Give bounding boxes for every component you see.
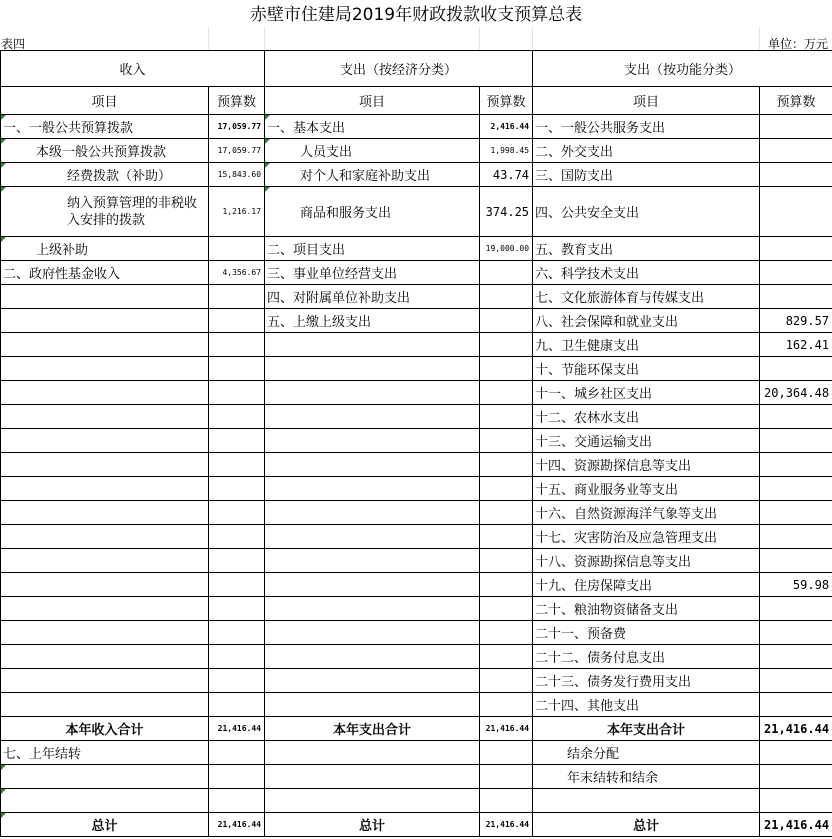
table-cell[interactable]: 十、节能环保支出	[533, 357, 760, 381]
table-row	[1, 381, 832, 405]
table-cell[interactable]	[1, 525, 209, 549]
table-cell[interactable]: 九、卫生健康支出	[533, 333, 760, 357]
header-item[interactable]: 项目	[533, 87, 760, 115]
table-cell[interactable]: 十一、城乡社区支出	[533, 381, 760, 405]
table-row	[1, 765, 832, 789]
table-cell[interactable]: 人员支出	[265, 139, 480, 163]
table-cell[interactable]	[209, 549, 265, 573]
table-cell[interactable]	[209, 573, 265, 597]
table-row	[1, 453, 832, 477]
table-cell[interactable]: 总计	[265, 813, 480, 837]
table-cell[interactable]: 七、上年结转	[1, 741, 209, 765]
table-cell[interactable]: 十二、农林水支出	[533, 405, 760, 429]
table-cell[interactable]: 七、文化旅游体育与传媒支出	[533, 285, 760, 309]
table-cell[interactable]	[209, 381, 265, 405]
budget-table	[0, 50, 832, 837]
table-cell[interactable]	[480, 309, 533, 333]
table-cell[interactable]	[209, 669, 265, 693]
table-cell[interactable]: 162.41	[760, 333, 832, 357]
table-cell[interactable]: 二十二、债务付息支出	[533, 645, 760, 669]
table-row	[1, 285, 832, 309]
table-cell[interactable]: 二、政府性基金收入	[1, 261, 209, 285]
table-cell[interactable]	[480, 741, 533, 765]
table-cell[interactable]	[209, 789, 265, 813]
table-cell[interactable]	[480, 621, 533, 645]
table-row	[1, 333, 832, 357]
table-cell[interactable]: 21,416.44	[480, 813, 533, 837]
table-cell[interactable]: 四、公共安全支出	[533, 187, 760, 237]
table-cell[interactable]	[760, 261, 832, 285]
table-row	[1, 573, 832, 597]
table-row	[1, 813, 832, 837]
table-cell[interactable]	[480, 645, 533, 669]
table-cell[interactable]	[1, 621, 209, 645]
table-cell[interactable]	[209, 525, 265, 549]
table-row	[1, 309, 832, 333]
table-cell[interactable]	[265, 765, 480, 789]
table-cell[interactable]: 1,998.45	[480, 139, 533, 163]
table-cell[interactable]: 17,059.77	[209, 139, 265, 163]
table-cell[interactable]	[209, 693, 265, 717]
table-cell[interactable]	[480, 429, 533, 453]
table-cell[interactable]: 五、教育支出	[533, 237, 760, 261]
table-cell[interactable]: 二十、粮油物资储备支出	[533, 597, 760, 621]
table-cell[interactable]	[265, 405, 480, 429]
table-row	[1, 525, 832, 549]
table-cell[interactable]: 21,416.44	[760, 813, 832, 837]
table-row	[1, 139, 832, 163]
table-cell[interactable]: 21,416.44	[209, 717, 265, 741]
table-cell[interactable]	[209, 333, 265, 357]
table-cell[interactable]	[760, 669, 832, 693]
table-cell[interactable]	[1, 453, 209, 477]
table-cell[interactable]: 2,416.44	[480, 115, 533, 139]
table-cell[interactable]	[760, 429, 832, 453]
table-cell[interactable]	[1, 333, 209, 357]
table-cell[interactable]	[1, 765, 209, 789]
table-cell[interactable]: 15,843.60	[209, 163, 265, 187]
table-cell[interactable]	[760, 765, 832, 789]
table-cell[interactable]	[480, 669, 533, 693]
table-cell[interactable]	[760, 525, 832, 549]
table-cell[interactable]	[209, 405, 265, 429]
table-body	[1, 115, 832, 837]
table-cell[interactable]	[265, 597, 480, 621]
table-cell[interactable]	[265, 549, 480, 573]
table-cell[interactable]	[209, 477, 265, 501]
grid-line	[208, 27, 209, 50]
table-cell[interactable]	[760, 741, 832, 765]
table-cell[interactable]	[209, 453, 265, 477]
table-cell[interactable]	[209, 741, 265, 765]
table-cell[interactable]: 十八、资源勘探信息等支出	[533, 549, 760, 573]
table-cell[interactable]	[480, 381, 533, 405]
table-cell[interactable]	[480, 405, 533, 429]
table-cell[interactable]	[480, 597, 533, 621]
table-row	[1, 501, 832, 525]
grid-line	[479, 27, 480, 50]
table-cell[interactable]	[1, 597, 209, 621]
table-cell[interactable]	[1, 789, 209, 813]
table-cell[interactable]	[265, 357, 480, 381]
table-cell[interactable]	[760, 477, 832, 501]
table-cell[interactable]: 17,059.77	[209, 115, 265, 139]
table-cell[interactable]: 十九、住房保障支出	[533, 573, 760, 597]
table-cell[interactable]: 21,416.44	[760, 717, 832, 741]
table-row	[1, 549, 832, 573]
table-cell[interactable]: 二十四、其他支出	[533, 693, 760, 717]
header-exp-econ[interactable]: 支出（按经济分类）	[265, 51, 533, 87]
table-cell[interactable]: 本年支出合计	[265, 717, 480, 741]
table-cell[interactable]	[760, 621, 832, 645]
table-cell[interactable]	[760, 115, 832, 139]
table-cell[interactable]	[1, 429, 209, 453]
header-item[interactable]: 项目	[265, 87, 480, 115]
table-cell[interactable]	[265, 573, 480, 597]
table-cell[interactable]	[1, 549, 209, 573]
table-cell[interactable]: 十四、资源勘探信息等支出	[533, 453, 760, 477]
table-cell[interactable]	[533, 789, 760, 813]
table-cell[interactable]: 本级一般公共预算拨款	[1, 139, 209, 163]
table-cell[interactable]: 十三、交通运输支出	[533, 429, 760, 453]
table-row	[1, 115, 832, 139]
header-row-columns	[1, 87, 832, 115]
table-row	[1, 429, 832, 453]
table-cell[interactable]	[480, 285, 533, 309]
table-cell[interactable]: 总计	[1, 813, 209, 837]
grid-line	[532, 27, 533, 50]
table-cell[interactable]: 21,416.44	[480, 717, 533, 741]
table-cell[interactable]	[760, 237, 832, 261]
table-row	[1, 237, 832, 261]
table-cell[interactable]: 829.57	[760, 309, 832, 333]
table-cell[interactable]	[1, 285, 209, 309]
table-row	[1, 717, 832, 741]
table-cell[interactable]	[265, 621, 480, 645]
table-cell[interactable]	[1, 405, 209, 429]
table-cell[interactable]	[760, 789, 832, 813]
table-cell[interactable]	[265, 333, 480, 357]
unit-label: 单位：万元	[767, 37, 828, 51]
header-exp-func[interactable]: 支出（按功能分类）	[533, 51, 832, 87]
table-cell[interactable]: 374.25	[480, 187, 533, 237]
table-cell[interactable]: 二、外交支出	[533, 139, 760, 163]
grid-line	[264, 27, 265, 50]
table-cell[interactable]: 本年收入合计	[1, 717, 209, 741]
table-cell[interactable]	[1, 309, 209, 333]
table-row	[1, 261, 832, 285]
table-row	[1, 405, 832, 429]
table-cell[interactable]	[265, 645, 480, 669]
table-cell[interactable]: 四、对附属单位补助支出	[265, 285, 480, 309]
table-cell[interactable]	[209, 501, 265, 525]
table-cell[interactable]	[1, 645, 209, 669]
table-cell[interactable]: 总计	[533, 813, 760, 837]
table-cell[interactable]: 三、事业单位经营支出	[265, 261, 480, 285]
table-cell[interactable]: 年末结转和结余	[533, 765, 760, 789]
table-cell[interactable]	[209, 429, 265, 453]
table-cell[interactable]	[209, 597, 265, 621]
table-row	[1, 163, 832, 187]
table-cell[interactable]: 二十一、预备费	[533, 621, 760, 645]
header-item[interactable]: 项目	[1, 87, 209, 115]
table-cell[interactable]: 4,356.67	[209, 261, 265, 285]
table-cell[interactable]	[480, 357, 533, 381]
table-cell[interactable]	[480, 333, 533, 357]
table-row	[1, 621, 832, 645]
table-cell[interactable]: 20,364.48	[760, 381, 832, 405]
table-cell[interactable]: 19,000.00	[480, 237, 533, 261]
table-cell[interactable]: 三、国防支出	[533, 163, 760, 187]
table-cell[interactable]	[209, 285, 265, 309]
table-cell[interactable]	[760, 163, 832, 187]
table-cell[interactable]: 一、基本支出	[265, 115, 480, 139]
table-cell[interactable]	[480, 789, 533, 813]
table-cell[interactable]: 二十三、债务发行费用支出	[533, 669, 760, 693]
table-cell[interactable]: 六、科学技术支出	[533, 261, 760, 285]
table-cell[interactable]: 五、上缴上级支出	[265, 309, 480, 333]
table-cell[interactable]	[480, 453, 533, 477]
table-cell[interactable]: 43.74	[480, 163, 533, 187]
table-row	[1, 741, 832, 765]
table-row	[1, 357, 832, 381]
table-cell[interactable]	[760, 501, 832, 525]
table-cell[interactable]: 二、项目支出	[265, 237, 480, 261]
table-cell[interactable]	[209, 621, 265, 645]
table-cell[interactable]	[760, 597, 832, 621]
table-cell[interactable]	[480, 549, 533, 573]
table-cell[interactable]	[1, 477, 209, 501]
table-cell[interactable]: 上级补助	[1, 237, 209, 261]
table-row	[1, 597, 832, 621]
table-cell[interactable]	[1, 357, 209, 381]
table-cell[interactable]	[265, 381, 480, 405]
table-cell[interactable]	[480, 525, 533, 549]
table-cell[interactable]	[209, 357, 265, 381]
table-cell[interactable]	[265, 693, 480, 717]
table-cell[interactable]	[265, 501, 480, 525]
table-cell[interactable]: 纳入预算管理的非税收入安排的拨款	[1, 187, 209, 237]
table-cell[interactable]	[760, 693, 832, 717]
table-cell[interactable]: 结余分配	[533, 741, 760, 765]
table-cell[interactable]	[760, 453, 832, 477]
table-cell[interactable]	[1, 669, 209, 693]
table-cell[interactable]: 一、一般公共预算拨款	[1, 115, 209, 139]
table-row	[1, 693, 832, 717]
header-budget[interactable]: 预算数	[480, 87, 533, 115]
table-cell[interactable]	[760, 187, 832, 237]
table-cell[interactable]: 十五、商业服务业等支出	[533, 477, 760, 501]
table-cell[interactable]	[760, 285, 832, 309]
header-budget[interactable]: 预算数	[209, 87, 265, 115]
table-cell[interactable]	[265, 429, 480, 453]
table-cell[interactable]: 一、一般公共服务支出	[533, 115, 760, 139]
table-cell[interactable]	[480, 765, 533, 789]
table-cell[interactable]	[1, 573, 209, 597]
table-cell[interactable]	[760, 357, 832, 381]
table-cell[interactable]	[1, 381, 209, 405]
table-cell[interactable]	[760, 645, 832, 669]
table-cell[interactable]: 八、社会保障和就业支出	[533, 309, 760, 333]
table-cell[interactable]	[760, 139, 832, 163]
table-cell[interactable]	[1, 693, 209, 717]
table-cell[interactable]	[209, 237, 265, 261]
table-cell[interactable]	[265, 789, 480, 813]
table-number: 表四	[1, 37, 26, 51]
table-cell[interactable]	[760, 549, 832, 573]
table-cell[interactable]: 59.98	[760, 573, 832, 597]
table-cell[interactable]: 本年支出合计	[533, 717, 760, 741]
table-cell[interactable]	[265, 477, 480, 501]
table-cell[interactable]: 经费拨款（补助）	[1, 163, 209, 187]
sheet-title: 赤壁市住建局2019年财政拨款收支预算总表	[249, 5, 583, 25]
table-cell[interactable]: 十六、自然资源海洋气象等支出	[533, 501, 760, 525]
table-cell[interactable]	[265, 453, 480, 477]
header-income[interactable]: 收入	[1, 51, 265, 87]
table-cell[interactable]: 1,216.17	[209, 187, 265, 237]
table-cell[interactable]: 十七、灾害防治及应急管理支出	[533, 525, 760, 549]
table-cell[interactable]	[209, 765, 265, 789]
table-row	[1, 645, 832, 669]
table-row	[1, 187, 832, 237]
table-cell[interactable]: 商品和服务支出	[265, 187, 480, 237]
table-cell[interactable]	[265, 669, 480, 693]
header-row-groups	[1, 51, 832, 87]
table-row	[1, 669, 832, 693]
table-row	[1, 789, 832, 813]
table-cell[interactable]	[265, 525, 480, 549]
table-cell[interactable]	[480, 573, 533, 597]
table-cell[interactable]	[209, 309, 265, 333]
table-cell[interactable]: 21,416.44	[209, 813, 265, 837]
table-cell[interactable]	[209, 645, 265, 669]
table-row	[1, 477, 832, 501]
table-cell[interactable]	[760, 405, 832, 429]
table-cell[interactable]	[480, 501, 533, 525]
table-cell[interactable]	[480, 693, 533, 717]
table-cell[interactable]: 对个人和家庭补助支出	[265, 163, 480, 187]
table-cell[interactable]	[265, 741, 480, 765]
table-cell[interactable]	[1, 501, 209, 525]
grid-line	[759, 27, 760, 50]
table-cell[interactable]	[480, 477, 533, 501]
table-cell[interactable]	[480, 261, 533, 285]
header-budget[interactable]: 预算数	[760, 87, 832, 115]
